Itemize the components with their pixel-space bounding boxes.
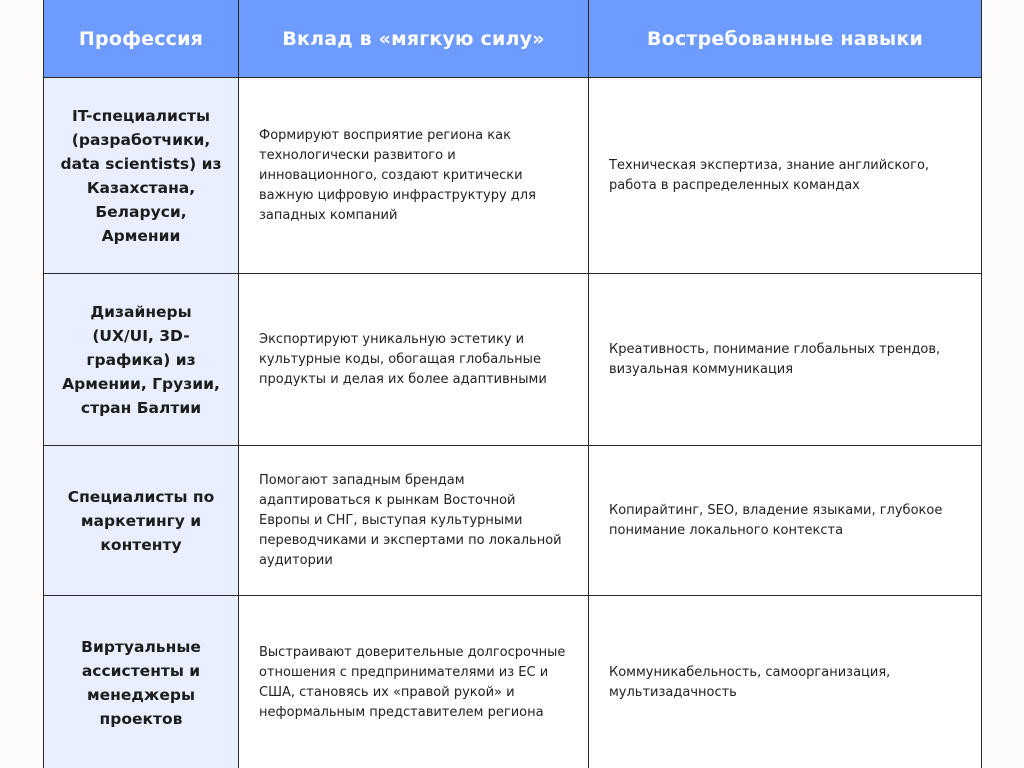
table-row (44, 446, 982, 596)
skills-cell: Копирайтинг, SEO, владение языками, глубокое понимание локального контекста (589, 446, 982, 596)
skills-cell: Коммуникабельность, самоорганизация, мультизадачность (589, 596, 982, 768)
contribution-cell: Выстраивают доверительные долгосрочные отношения с предпринимателями из ЕС и США, становясь их «правой рукой» и неформальным представителем региона (239, 596, 589, 768)
contribution-cell: Экспортируют уникальную эстетику и культурные коды, обогащая глобальные продукты и делая их более адаптивными (239, 274, 589, 446)
professions-table (43, 0, 982, 768)
table-header (44, 0, 982, 78)
table-row (44, 596, 982, 768)
skills-cell: Техническая экспертиза, знание английского, работа в распределенных командах (589, 78, 982, 274)
table-body (44, 78, 982, 768)
table-row (44, 274, 982, 446)
header-skills: Востребованные навыки (589, 0, 982, 78)
profession-cell: IT-специалисты (разработчики, data scientists) из Казахстана, Беларуси, Армении (44, 78, 239, 274)
profession-cell: Виртуальные ассистенты и менеджеры проектов (44, 596, 239, 768)
contribution-cell: Формируют восприятие региона как технологически развитого и инновационного, создают критически важную цифровую инфраструктуру для западных компаний (239, 78, 589, 274)
table-row (44, 78, 982, 274)
skills-cell: Креативность, понимание глобальных трендов, визуальная коммуникация (589, 274, 982, 446)
header-contribution: Вклад в «мягкую силу» (239, 0, 589, 78)
profession-cell: Специалисты по маркетингу и контенту (44, 446, 239, 596)
profession-cell: Дизайнеры (UX/UI, 3D-графика) из Армении, Грузии, стран Балтии (44, 274, 239, 446)
contribution-cell: Помогают западным брендам адаптироваться к рынкам Восточной Европы и СНГ, выступая культурными переводчиками и экспертами по локальной аудитории (239, 446, 589, 596)
header-row (44, 0, 982, 78)
header-profession: Профессия (44, 0, 239, 78)
